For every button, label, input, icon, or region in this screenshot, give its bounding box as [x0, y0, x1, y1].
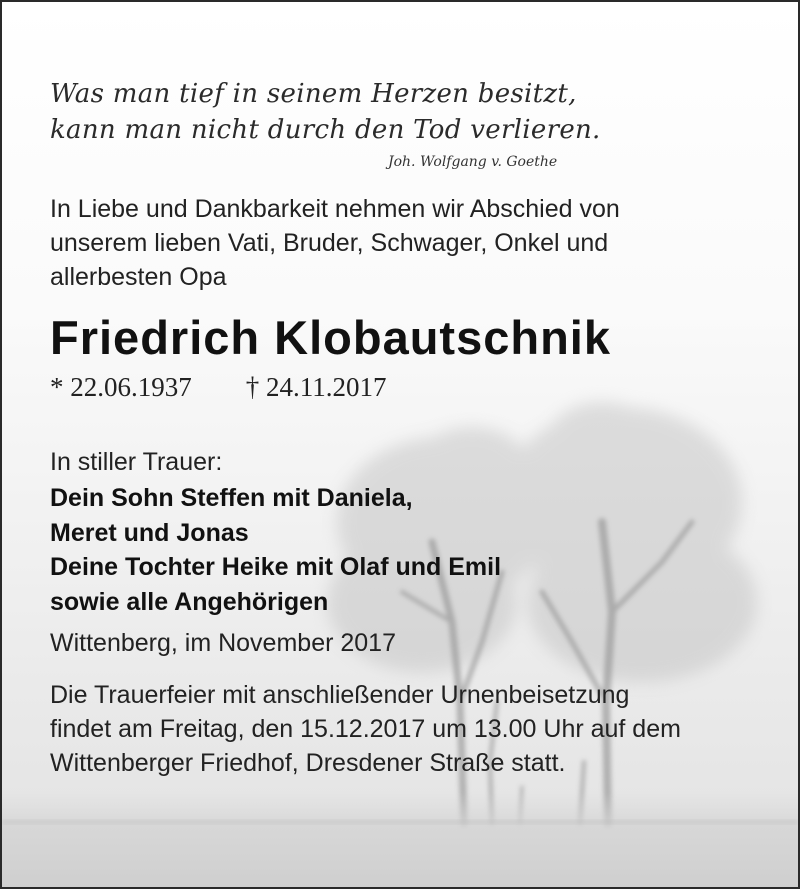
- intro-line-1: In Liebe und Dankbarkeit nehmen wir Abschied von: [50, 195, 620, 223]
- service-line-1: Die Trauerfeier mit anschließender Urnenbeisetzung: [50, 681, 630, 709]
- place-and-date: Wittenberg, im November 2017: [50, 629, 396, 657]
- quote-line-2: kann man nicht durch den Tod verlieren.: [50, 115, 601, 145]
- intro-text: [50, 192, 730, 294]
- deceased-name: Friedrich Klobautschnik: [50, 311, 611, 364]
- mourning-label: In stiller Trauer:: [50, 448, 223, 476]
- quote-author: Joh. Wolfgang v. Goethe: [388, 154, 558, 170]
- mourner-line: Meret und Jonas: [50, 518, 249, 547]
- intro-line-3: allerbesten Opa: [50, 263, 227, 291]
- intro-line-2: unserem lieben Vati, Bruder, Schwager, Onkel und: [50, 229, 609, 257]
- mourner-line: Deine Tochter Heike mit Olaf und Emil: [50, 553, 502, 581]
- mourner-line: Dein Sohn Steffen mit Daniela,: [50, 484, 413, 512]
- birth-date: * 22.06.1937: [50, 372, 192, 402]
- service-line-3: Wittenberger Friedhof, Dresdener Straße statt.: [50, 749, 566, 777]
- funeral-service-text: [50, 678, 770, 780]
- death-date: † 24.11.2017: [245, 372, 387, 402]
- mourners-list: [50, 481, 501, 619]
- mourner-line: sowie alle Angehörigen: [50, 587, 329, 616]
- ground-mist: [2, 792, 798, 887]
- quote-line-1: Was man tief in seinem Herzen besitzt,: [50, 79, 577, 109]
- life-dates: [50, 372, 387, 403]
- goethe-quote: [50, 76, 601, 148]
- service-line-2: findet am Freitag, den 15.12.2017 um 13.00 Uhr auf dem: [50, 715, 681, 743]
